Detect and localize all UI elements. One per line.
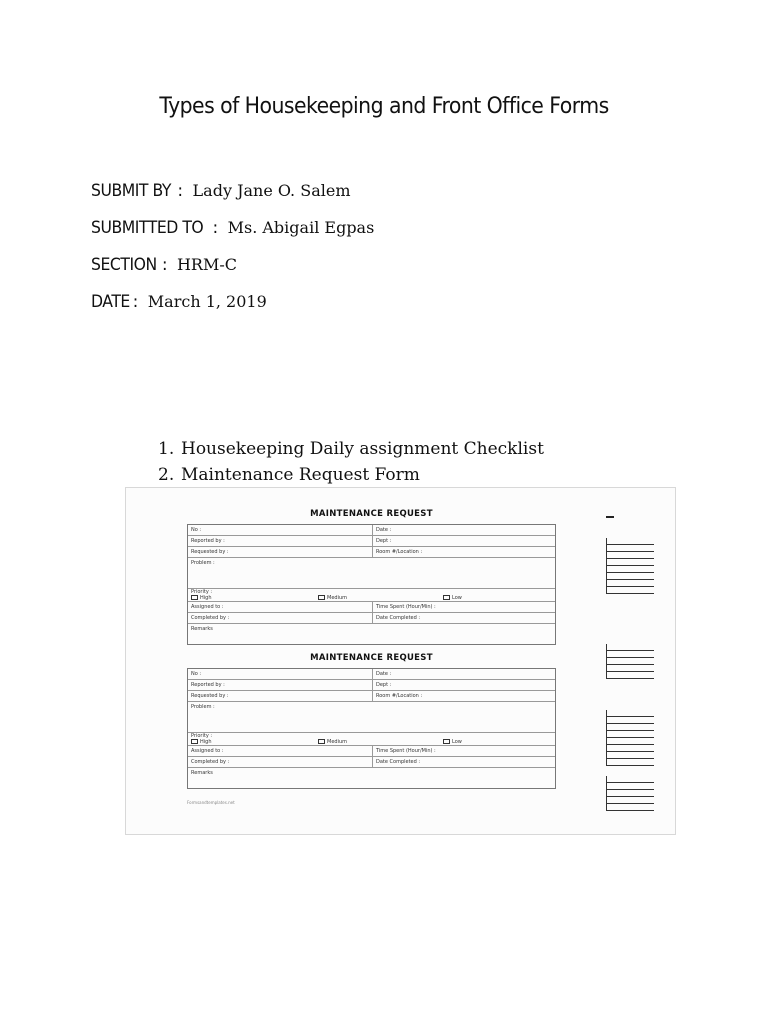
priority-label: Priority : xyxy=(191,733,213,739)
completed-by-label: Completed by : xyxy=(188,757,373,767)
date-completed-label: Date Completed : xyxy=(376,615,421,621)
checkbox-icon xyxy=(191,739,198,744)
submitted-to-colon: : xyxy=(212,218,219,238)
no-label: No : xyxy=(188,525,373,535)
requested-by-label: Requested by : xyxy=(188,547,373,557)
requested-by-label: Requested by : xyxy=(188,691,373,701)
maintenance-form-2 xyxy=(187,652,556,789)
checkbox-icon xyxy=(318,739,325,744)
list-item xyxy=(158,436,544,462)
submit-by-colon: : xyxy=(177,181,184,201)
submit-by-label: SUBMIT BY xyxy=(91,181,172,201)
list-item-text: Maintenance Request Form xyxy=(181,465,420,485)
maintenance-request-image xyxy=(125,487,676,835)
assigned-to-label: Assigned to : xyxy=(188,602,373,612)
priority-medium: Medium xyxy=(327,595,347,601)
remarks-label: Remarks xyxy=(191,770,213,776)
checkbox-icon xyxy=(443,595,450,600)
submit-by-value: Lady Jane O. Salem xyxy=(192,181,351,200)
edge-lines xyxy=(606,776,654,811)
date-field-label: Date : xyxy=(376,671,392,677)
dash-mark xyxy=(606,516,614,518)
submitted-to-label: SUBMITTED TO xyxy=(91,218,204,238)
list-item-text: Housekeeping Daily assignment Checklist xyxy=(181,439,544,459)
date-value: March 1, 2019 xyxy=(147,292,267,311)
date-field-label: Date : xyxy=(376,527,392,533)
completed-by-label: Completed by : xyxy=(188,613,373,623)
priority-high: High xyxy=(200,739,212,745)
dept-label: Dept : xyxy=(376,538,392,544)
section-value: HRM-C xyxy=(176,255,237,274)
checkbox-icon xyxy=(443,739,450,744)
priority-row xyxy=(188,733,555,745)
priority-medium: Medium xyxy=(327,739,347,745)
room-label: Room #/Location : xyxy=(376,549,423,555)
reported-by-label: Reported by : xyxy=(188,680,373,690)
forms-list xyxy=(158,436,544,488)
submit-by-row xyxy=(91,181,350,201)
form-heading: MAINTENANCE REQUEST xyxy=(310,509,433,519)
reported-by-label: Reported by : xyxy=(188,536,373,546)
assigned-to-label: Assigned to : xyxy=(188,746,373,756)
list-item xyxy=(158,462,544,488)
list-item-number: 2. xyxy=(158,465,175,485)
section-row xyxy=(91,255,237,275)
date-row xyxy=(91,292,267,312)
document-title: Types of Housekeeping and Front Office Forms xyxy=(159,94,609,119)
priority-row xyxy=(188,589,555,601)
date-label: DATE xyxy=(91,292,130,312)
time-spent-label: Time Spent (Hour/Min) : xyxy=(376,748,436,754)
submitted-to-value: Ms. Abigail Egpas xyxy=(227,218,375,237)
room-label: Room #/Location : xyxy=(376,693,423,699)
priority-low: Low xyxy=(452,595,462,601)
no-label: No : xyxy=(188,669,373,679)
date-completed-label: Date Completed : xyxy=(376,759,421,765)
maintenance-form-1 xyxy=(187,508,556,645)
edge-lines xyxy=(606,710,654,766)
priority-label: Priority : xyxy=(191,589,213,595)
section-colon: : xyxy=(161,255,168,275)
section-label: SECTION xyxy=(91,255,157,275)
priority-low: Low xyxy=(452,739,462,745)
dept-label: Dept : xyxy=(376,682,392,688)
checkbox-icon xyxy=(191,595,198,600)
priority-high: High xyxy=(200,595,212,601)
checkbox-icon xyxy=(318,595,325,600)
form-footer: Formsandtemplates.net xyxy=(187,800,235,805)
problem-label: Problem : xyxy=(191,704,215,710)
problem-label: Problem : xyxy=(191,560,215,566)
edge-lines xyxy=(606,644,654,679)
time-spent-label: Time Spent (Hour/Min) : xyxy=(376,604,436,610)
submitted-to-row xyxy=(91,218,374,238)
form-table xyxy=(187,668,556,789)
form-table xyxy=(187,524,556,645)
date-colon: : xyxy=(132,292,139,312)
edge-lines xyxy=(606,538,654,594)
list-item-number: 1. xyxy=(158,439,175,459)
remarks-label: Remarks xyxy=(191,626,213,632)
form-heading: MAINTENANCE REQUEST xyxy=(310,653,433,663)
